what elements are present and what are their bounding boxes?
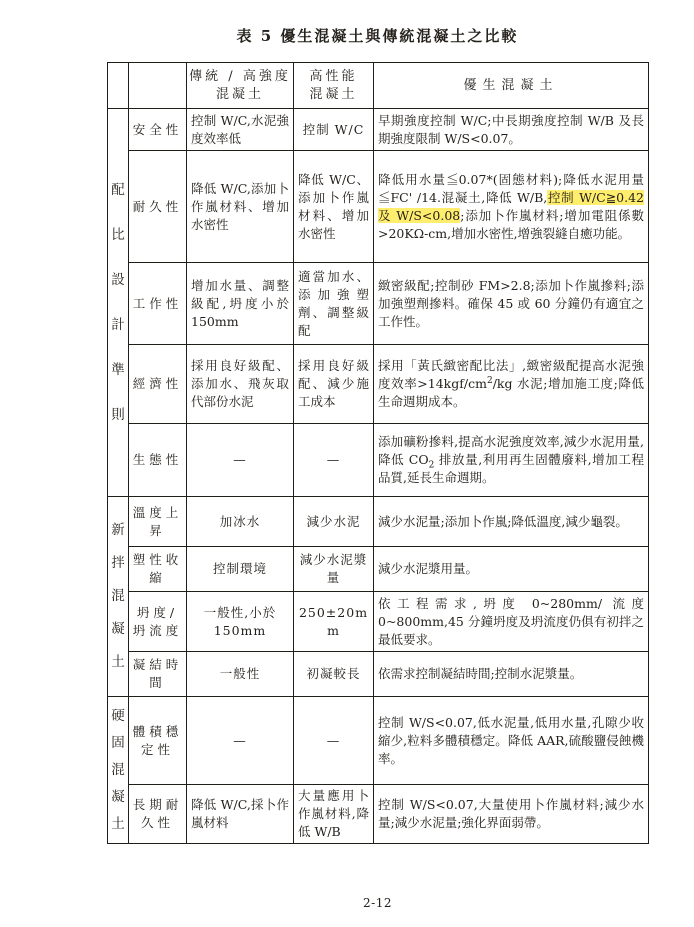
table-row-slump-flow (108, 592, 649, 652)
column-header-hpc (294, 63, 374, 109)
table-row-setting-time (108, 652, 649, 697)
cell-hpc-temperature: 減少水泥 (294, 497, 374, 547)
cell-hpc-workability: 適當加水、添加強塑劑、調整級配 (294, 263, 374, 345)
cell-hpc-economy: 採用良好級配、減少施工成本 (294, 345, 374, 424)
row-label-volume-stability: 體積穩定性 (129, 697, 187, 785)
row-label-workability: 工作性 (129, 263, 187, 345)
table-row-temperature-rise (108, 497, 649, 547)
row-label-slump-flow: 坍度/坍流度 (129, 592, 187, 652)
cell-hpc-ecology: — (294, 424, 374, 497)
cell-traditional-slump: 一般性,小於 150mm (187, 592, 294, 652)
column-header-hpc-line1: 高性能 (309, 68, 358, 84)
header-empty-label-cell (129, 63, 187, 109)
cell-traditional-volume-stability: — (187, 697, 294, 785)
cell-eugenic-longterm-durability: 控制 W/S<0.07,大量使用卜作嵐材料;減少水量;減少水泥量;強化界面弱帶。 (374, 785, 649, 844)
row-label-safety: 安全性 (129, 109, 187, 151)
header-empty-section-cell (108, 63, 129, 109)
table-header-row (108, 63, 649, 109)
highlighted-text: 控制 W/C≧0.42 及 W/S<0.08 (378, 189, 644, 223)
eugenic-economy-pre: 採用「黃氏緻密配比法」,緻密級配提高水泥強度效率>14kgf/cm (378, 358, 644, 391)
row-label-economy: 經濟性 (129, 345, 187, 424)
cell-traditional-longterm-durability: 降低 W/C,採卜作嵐材料 (187, 785, 294, 844)
cell-traditional-safety: 控制 W/C,水泥強度效率低 (187, 109, 294, 151)
cell-traditional-temperature: 加冰水 (187, 497, 294, 547)
eugenic-durability-pre: 降低用水量≦0.07*(固態材料);降低水泥用量≦FC' /14.混凝土,降低 W/B, (378, 171, 644, 205)
cell-traditional-workability: 增加水量、調整級配,坍度小於 150mm (187, 263, 294, 345)
cell-traditional-ecology: — (187, 424, 294, 497)
comparison-table (107, 62, 649, 844)
row-label-setting-time: 凝結時間 (129, 652, 187, 697)
cell-eugenic-setting-time: 依需求控制凝結時間;控制水泥漿量。 (374, 652, 649, 697)
superscript-2: 2 (486, 375, 493, 386)
cell-eugenic-durability (374, 151, 649, 263)
row-label-longterm-durability: 長期耐久性 (129, 785, 187, 844)
cell-eugenic-slump: 依工程需求,坍度 0~280mm/ 流度 0~800mm,45 分鐘坍度及坍流度仍俱有初拌之最低要求。 (374, 592, 649, 652)
cell-hpc-setting-time: 初凝較長 (294, 652, 374, 697)
eugenic-durability-post: ;添加卜作嵐材料;增加電阻係數>20KΩ-cm,增加水密性,增強裂縫自癒功能。 (378, 207, 644, 241)
column-header-traditional-line2: 混凝土 (215, 86, 264, 102)
column-header-traditional (187, 63, 294, 109)
table-row-ecology (108, 424, 649, 497)
eugenic-ecology-pre: 添加礦粉摻料,提高水泥強度效率,減少水泥用量,降低 CO (378, 434, 644, 467)
row-label-ecology: 生態性 (129, 424, 187, 497)
cell-traditional-setting-time: 一般性 (187, 652, 294, 697)
cell-traditional-economy: 採用良好級配、添加水、飛灰取代部份水泥 (187, 345, 294, 424)
row-label-durability: 耐久性 (129, 151, 187, 263)
document-body (107, 26, 648, 910)
cell-hpc-safety: 控制 W/C (294, 109, 374, 151)
eugenic-ecology-post: 排放量,利用再生固體廢料,增加工程品質,延長生命週期。 (378, 452, 644, 485)
cell-eugenic-economy (374, 345, 649, 424)
cell-hpc-volume-stability: — (294, 697, 374, 785)
cell-hpc-durability: 降低 W/C、添加卜作嵐材料、增加水密性 (294, 151, 374, 263)
table-row-workability (108, 263, 649, 345)
cell-hpc-longterm-durability: 大量應用卜作嵐材料,降低 W/B (294, 785, 374, 844)
table-row-safety (108, 109, 649, 151)
section-label-hardened-concrete: 硬固混凝土 (108, 697, 129, 844)
column-header-hpc-line2: 混凝土 (309, 86, 358, 102)
column-header-eugenic: 優生混凝土 (374, 63, 649, 109)
cell-eugenic-volume-stability: 控制 W/S<0.07,低水泥量,低用水量,孔隙少收縮少,粒料多體積穩定。降低 AAR,硫酸鹽侵蝕機率。 (374, 697, 649, 785)
table-row-durability (108, 151, 649, 263)
row-label-temperature-rise: 溫度上昇 (129, 497, 187, 547)
cell-eugenic-safety: 早期強度控制 W/C;中長期強度控制 W/B 及長期強度限制 W/S<0.07。 (374, 109, 649, 151)
table-row-economy (108, 345, 649, 424)
cell-hpc-plastic-shrinkage: 減少水泥漿量 (294, 547, 374, 592)
cell-eugenic-workability: 緻密級配;控制砂 FM>2.8;添加卜作嵐摻料;添加強塑劑摻料。確保 45 或 60 分鐘仍有適宜之工作性。 (374, 263, 649, 345)
page-number: 2-12 (363, 896, 392, 910)
cell-traditional-durability: 降低 W/C,添加卜作嵐材料、增加水密性 (187, 151, 294, 263)
row-label-plastic-shrinkage: 塑性收縮 (129, 547, 187, 592)
table-row-plastic-shrinkage (108, 547, 649, 592)
table-row-longterm-durability (108, 785, 649, 844)
eugenic-economy-post: /kg 水泥;增加施工度;降低生命週期成本。 (378, 376, 644, 409)
column-header-traditional-line1: 傳統 / 高強度 (189, 68, 291, 84)
cell-eugenic-plastic-shrinkage: 減少水泥漿用量。 (374, 547, 649, 592)
cell-eugenic-temperature: 減少水泥量;添加卜作嵐;降低溫度,減少龜裂。 (374, 497, 649, 547)
subscript-2: 2 (428, 460, 435, 471)
cell-eugenic-ecology (374, 424, 649, 497)
page-title: 表 5 優生混凝土與傳統混凝土之比較 (236, 27, 519, 45)
cell-traditional-plastic-shrinkage: 控制環境 (187, 547, 294, 592)
section-label-fresh-concrete: 新拌混凝土 (108, 497, 129, 697)
cell-hpc-slump: 250±20mm (294, 592, 374, 652)
table-row-volume-stability (108, 697, 649, 785)
section-label-mix-design: 配比設計準則 (108, 109, 129, 497)
